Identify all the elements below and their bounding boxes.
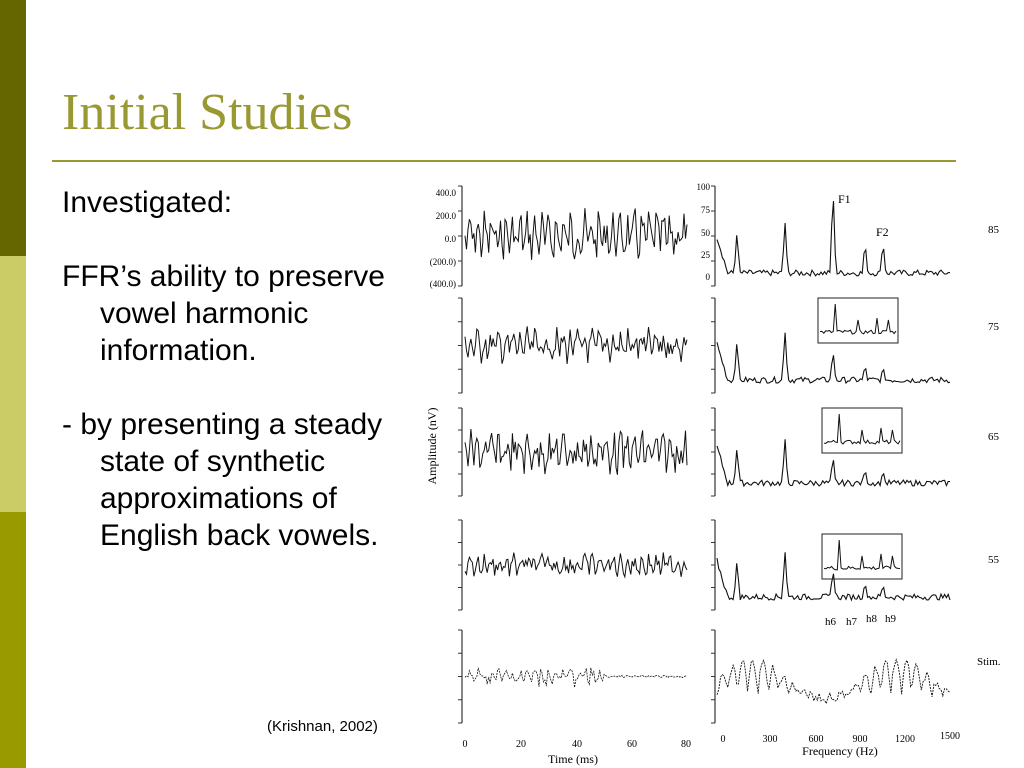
y-tick-label: (400.0) <box>429 279 456 289</box>
level-label-85: 85 <box>988 224 999 236</box>
freq-axis-label: Frequency (Hz) <box>802 744 878 758</box>
spec-tick-label: 50 <box>701 228 710 238</box>
waveform-trace <box>465 326 687 364</box>
time-tick-label: 60 <box>627 739 637 750</box>
y-axis-label: Amplitude (nV) <box>425 407 439 485</box>
spec-tick-label: 75 <box>701 205 710 215</box>
y-tick-label: (200.0) <box>429 257 456 267</box>
ffr-figure <box>410 178 1020 768</box>
slide-body <box>62 184 422 554</box>
waveform-trace <box>465 208 687 260</box>
citation: (Krishnan, 2002) <box>267 718 378 735</box>
level-label-65: 65 <box>988 431 999 443</box>
formant-label-f1: F1 <box>838 192 851 206</box>
spectrum-trace <box>717 439 950 486</box>
waveform-trace <box>465 552 687 576</box>
freq-tick-label: 900 <box>852 734 868 745</box>
time-tick-label: 80 <box>681 739 691 750</box>
harmonic-label: h7 <box>846 616 857 628</box>
ffr-figure-svg <box>410 178 1020 768</box>
formant-label-f2: F2 <box>876 225 889 239</box>
time-tick-label: 0 <box>462 739 468 750</box>
inset-trace <box>820 304 896 334</box>
spectrum-trace <box>717 201 950 276</box>
spec-tick-label: 100 <box>696 182 710 192</box>
slide-title: Initial Studies <box>62 84 353 141</box>
spec-tick-label: 25 <box>701 250 710 260</box>
spectrum-trace <box>717 552 950 600</box>
harmonic-label: h8 <box>866 613 877 625</box>
spectrum-trace <box>717 660 950 704</box>
time-tick-label: 40 <box>572 739 582 750</box>
level-label-75: 75 <box>988 321 999 333</box>
level-label-stim: Stim. <box>977 656 1001 668</box>
harmonic-label: h9 <box>885 613 896 625</box>
sidebar-band-top <box>0 0 26 256</box>
inset-trace <box>824 540 900 570</box>
sidebar-band-middle <box>0 256 26 512</box>
inset-trace <box>824 414 900 444</box>
bullet-presenting: - by presenting a steady state of synthetic approximations of English back vowels. <box>62 408 383 552</box>
freq-tick-label: 1200 <box>895 734 915 745</box>
y-tick-label: 0.0 <box>444 234 456 244</box>
spec-tick-label: 0 <box>705 272 710 282</box>
waveform-trace <box>465 429 687 475</box>
freq-tick-label: 0 <box>720 734 726 745</box>
y-tick-label: 200.0 <box>435 211 456 221</box>
waveform-trace <box>465 668 687 688</box>
y-tick-label: 400.0 <box>435 188 456 198</box>
bullet-ffr-ability: FFR’s ability to preserve vowel harmonic information. <box>62 260 385 367</box>
freq-tick-label: 600 <box>808 734 824 745</box>
time-tick-label: 20 <box>516 739 526 750</box>
sidebar-band-bottom <box>0 512 26 768</box>
spectrum-trace <box>717 333 950 383</box>
freq-tick-label: 300 <box>762 734 778 745</box>
harmonic-label: h6 <box>825 616 836 628</box>
time-axis-label: Time (ms) <box>548 752 598 766</box>
investigated-heading: Investigated: <box>62 186 233 219</box>
title-divider <box>52 160 956 162</box>
freq-tick-label: 1500 <box>940 731 960 742</box>
level-label-55: 55 <box>988 554 999 566</box>
